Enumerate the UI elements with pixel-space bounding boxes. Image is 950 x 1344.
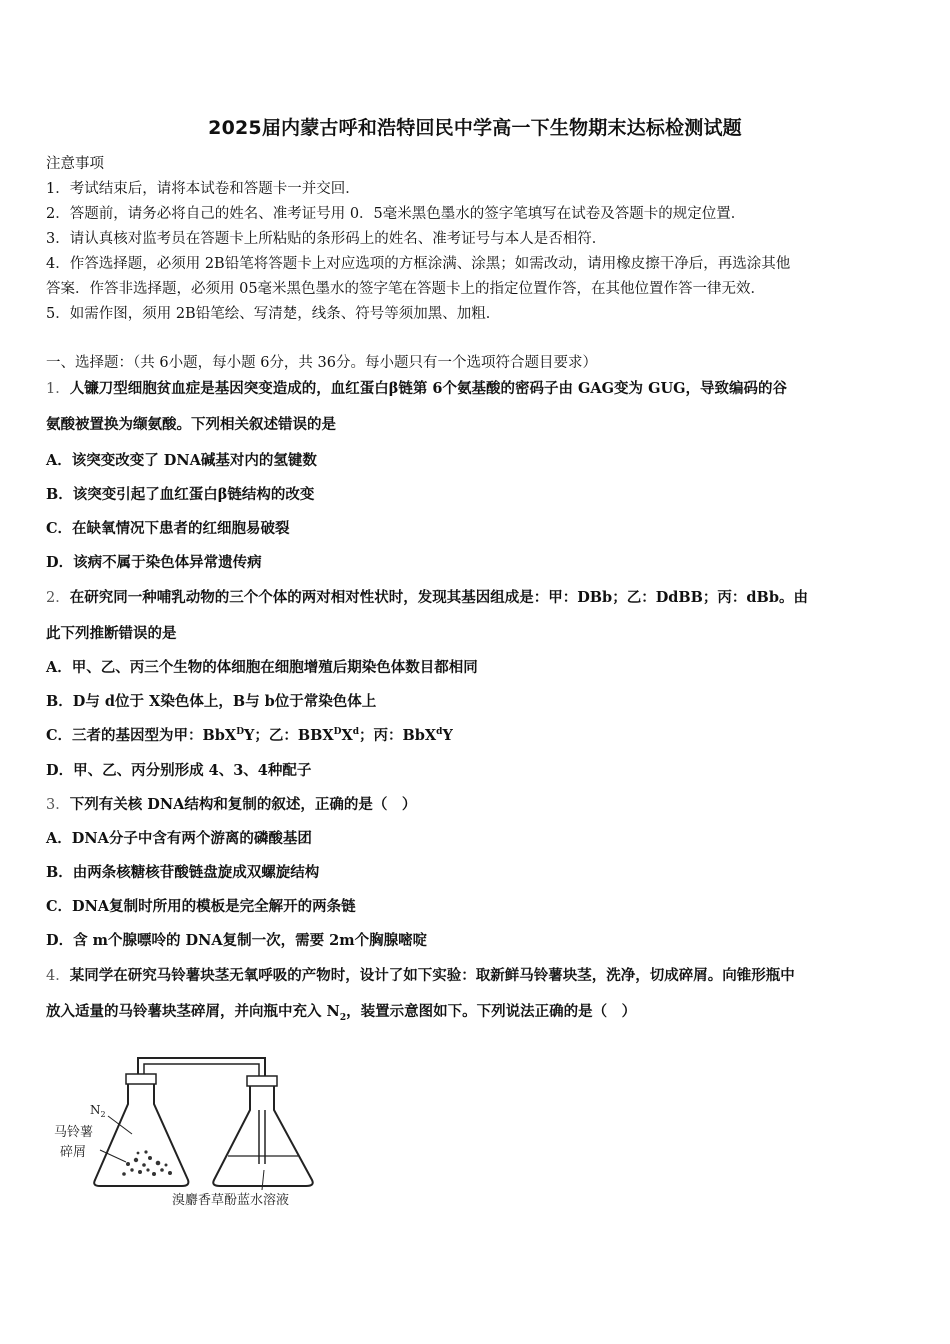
notice-item: 4．作答选择题，必须用 2B铅笔将答题卡上对应选项的方框涂满、涂黑；如需改动，请用橡皮擦干净后，再选涂其他 — [46, 256, 791, 272]
right-flask — [213, 1082, 313, 1186]
question-number: 3． — [46, 797, 70, 813]
option-a: A．DNA分子中含有两个游离的磷酸基团 — [46, 830, 312, 847]
option-b: B．该突变引起了血红蛋白β链结构的改变 — [46, 486, 315, 503]
question-1-stem — [46, 377, 787, 398]
label-solution: 溴麝香草酚蓝水溶液 — [172, 1193, 290, 1208]
option-a: A．甲、乙、丙三个生物的体细胞在细胞增殖后期染色体数目都相同 — [46, 659, 478, 676]
label-potato-1: 马铃薯 — [54, 1125, 94, 1140]
notice-heading: 注意事项 — [46, 156, 104, 172]
label-n2: $N_2$ — [90, 1103, 106, 1119]
option-c: C．在缺氧情况下患者的红细胞易破裂 — [46, 520, 290, 537]
option-d: D．含 m个腺嘌呤的 DNA复制一次，需要 2m个胸腺嘧啶 — [46, 932, 428, 949]
question-text: 人镰刀型细胞贫血症是基因突变造成的，血红蛋白β链第 6个氨基酸的密码子由 GAG变为 GUG，导致编码的谷 — [69, 380, 788, 397]
question-2-stem — [46, 586, 808, 607]
page-title: 2025届内蒙古呼和浩特回民中学高一下生物期末达标检测试题 — [208, 117, 742, 139]
notice-item: 5．如需作图，须用 2B铅笔绘、写清楚，线条、符号等须加黑、加粗． — [46, 306, 501, 322]
notice-item: 3．请认真核对监考员在答题卡上所粘贴的条形码上的姓名、准考证号与本人是否相符． — [46, 231, 607, 247]
connecting-tube — [138, 1058, 265, 1110]
option-c: C．三者的基因型为甲：BbX$^D$Y；乙：$BBX^DX^d$；丙：BbX$^d$Y — [46, 727, 453, 744]
notice-item: 答案．作答非选择题，必须用 05毫米黑色墨水的签字笔在答题卡上的指定位置作答，在其他位置作答一律无效． — [46, 281, 766, 297]
left-flask — [94, 1080, 188, 1186]
apparatus-figure — [50, 1052, 330, 1212]
question-1-stem-cont: 氨酸被置换为缬氨酸。下列相关叙述错误的是 — [46, 416, 336, 433]
question-2-stem-cont: 此下列推断错误的是 — [46, 625, 177, 642]
question-text: 在研究同一种哺乳动物的三个个体的两对相对性状时，发现其基因组成是：甲：DBb；乙：DdBB；丙：dBb。由 — [69, 589, 808, 606]
option-d: D．甲、乙、丙分别形成 4、3、4种配子 — [46, 762, 312, 779]
option-d: D．该病不属于染色体异常遗传病 — [46, 554, 262, 571]
section-heading: 一、选择题：（共 6小题，每小题 6分，共 36分。每小题只有一个选项符合题目要求） — [46, 355, 597, 371]
option-a: A．该突变改变了 DNA碱基对内的氢键数 — [46, 452, 317, 469]
question-4-stem — [46, 964, 795, 985]
notice-item: 1．考试结束后，请将本试卷和答题卡一并交回． — [46, 181, 360, 197]
question-number: 1． — [46, 381, 70, 397]
flask-apparatus-diagram — [50, 1052, 330, 1212]
question-text: 某同学在研究马铃薯块茎无氧呼吸的产物时，设计了如下实验：取新鲜马铃薯块茎，洗净，切成碎屑。向锥形瓶中 — [69, 967, 795, 984]
option-b: B．由两条核糖核苷酸链盘旋成双螺旋结构 — [46, 864, 320, 881]
question-number: 2． — [46, 590, 70, 606]
question-number: 4． — [46, 968, 70, 984]
left-stopper — [126, 1074, 156, 1084]
option-c: C．DNA复制时所用的模板是完全解开的两条链 — [46, 898, 356, 915]
notice-item: 2．答题前，请务必将自己的姓名、准考证号用 0．5毫米黑色墨水的签字笔填写在试卷及答题卡的规定位置． — [46, 206, 746, 222]
right-stopper — [247, 1076, 277, 1086]
question-text: 下列有关核 DNA结构和复制的叙述，正确的是（ ） — [69, 796, 417, 813]
question-4-stem-cont: 放入适量的马铃薯块茎碎屑，并向瓶中充入 $N_2$，装置示意图如下。下列说法正确的是（ ） — [46, 1003, 637, 1023]
question-3-stem — [46, 793, 416, 814]
label-potato-2: 碎屑 — [60, 1145, 87, 1160]
option-b: B．D与 d位于 X染色体上，B与 b位于常染色体上 — [46, 693, 377, 710]
